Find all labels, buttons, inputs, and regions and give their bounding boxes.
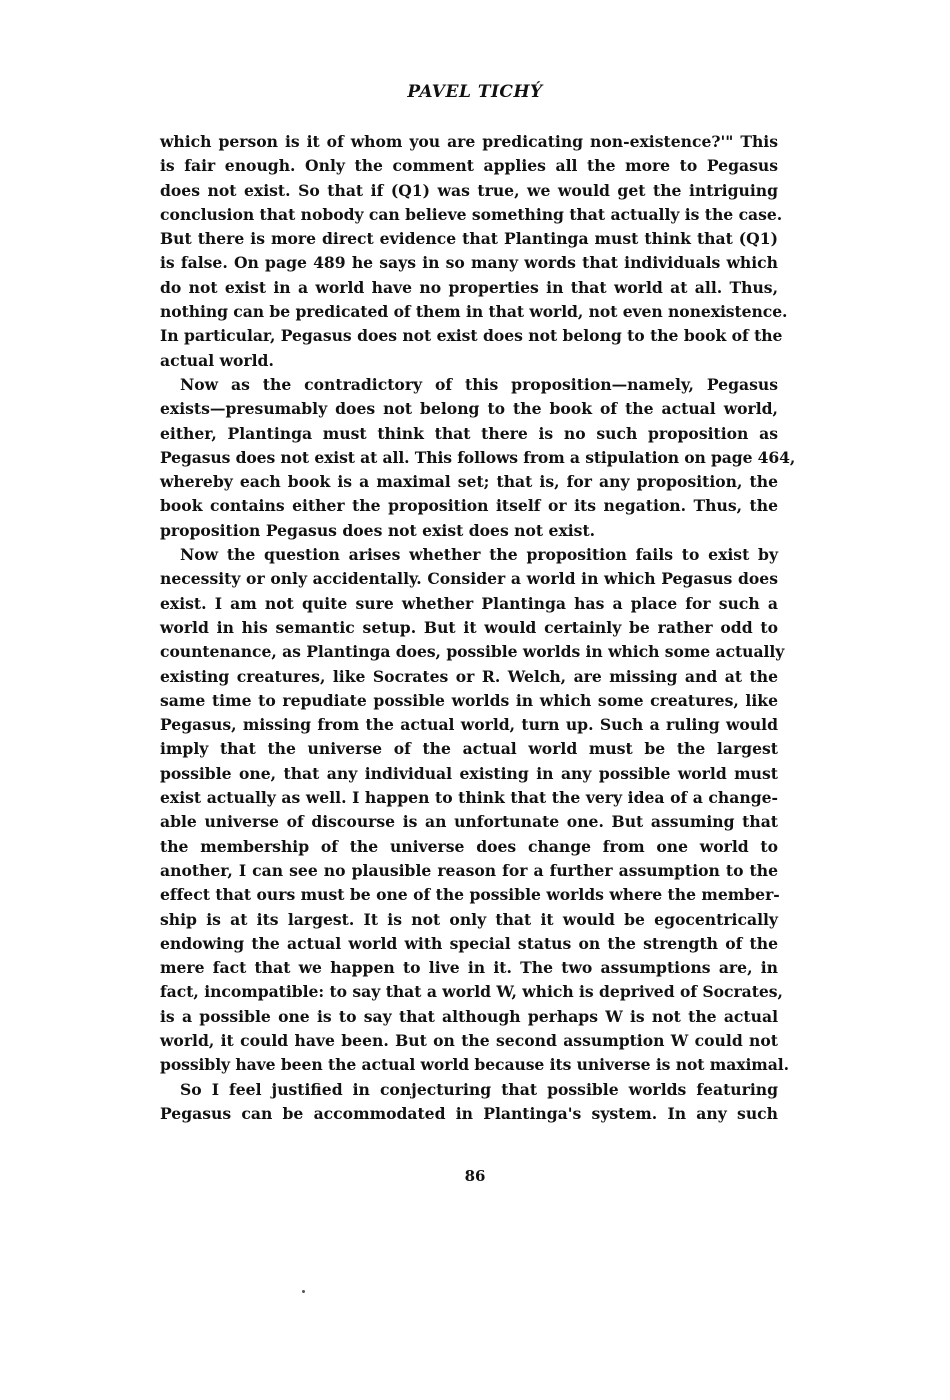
- body-text: [160, 130, 796, 1126]
- text-line: mere fact that we happen to live in it. The two assumptions are, in: [160, 958, 778, 978]
- text-line: possible one, that any individual existing in any possible world must: [160, 763, 778, 783]
- text-line: nothing can be predicated of them in that world, not even nonexistence.: [160, 302, 788, 322]
- text-line: exists—presumably does not belong to the book of the actual world,: [160, 399, 778, 419]
- text-line: same time to repudiate possible worlds in which some creatures, like: [160, 690, 778, 710]
- text-line: existing creatures, like Socrates or R. Welch, are missing and at the: [160, 666, 778, 686]
- text-line: conclusion that nobody can believe something that actually is the case.: [160, 204, 783, 224]
- running-head: PAVEL TICHÝ: [407, 82, 543, 102]
- text-line: necessity or only accidentally. Consider a world in which Pegasus does: [160, 569, 778, 589]
- text-line: So I feel justified in conjecturing that possible worlds featuring: [180, 1079, 778, 1099]
- text-line: effect that ours must be one of the possible worlds where the member-: [160, 885, 780, 905]
- text-line: Pegasus can be accommodated in Plantinga's system. In any such: [160, 1103, 778, 1123]
- text-line: able universe of discourse is an unfortunate one. But assuming that: [160, 812, 778, 832]
- paper-speck: [302, 1290, 305, 1293]
- text-line: ship is at its largest. It is not only that it would be egocentrically: [160, 909, 778, 929]
- text-line: exist actually as well. I happen to think that the very idea of a change-: [160, 788, 778, 808]
- text-line: Now the question arises whether the proposition fails to exist by: [180, 545, 778, 565]
- text-line: do not exist in a world have no properties in that world at all. Thus,: [160, 277, 778, 297]
- text-line: fact, incompatible: to say that a world W, which is deprived of Socrates,: [160, 982, 783, 1002]
- text-line: imply that the universe of the actual world must be the largest: [160, 739, 778, 759]
- text-line: In particular, Pegasus does not exist does not belong to the book of the: [160, 326, 783, 346]
- text-line: Pegasus does not exist at all. This follows from a stipulation on page 464,: [160, 447, 796, 467]
- text-line: proposition Pegasus does not exist does not exist.: [160, 520, 596, 540]
- text-line: world, it could have been. But on the second assumption W could not: [160, 1030, 778, 1050]
- text-line: endowing the actual world with special status on the strength of the: [160, 933, 778, 953]
- text-line: possibly have been the actual world because its universe is not maximal.: [160, 1055, 789, 1075]
- text-line: is fair enough. Only the comment applies all the more to Pegasus: [160, 156, 778, 176]
- text-line: which person is it of whom you are predicating non-existence?'" This: [160, 132, 778, 151]
- text-line: the membership of the universe does change from one world to: [160, 836, 778, 856]
- text-line: whereby each book is a maximal set; that is, for any proposition, the: [160, 472, 778, 492]
- text-line: world in his semantic setup. But it would certainly be rather odd to: [160, 617, 778, 637]
- text-line: Pegasus, missing from the actual world, turn up. Such a ruling would: [160, 715, 778, 735]
- text-line: exist. I am not quite sure whether Plantinga has a place for such a: [160, 593, 778, 613]
- text-line: But there is more direct evidence that Plantinga must think that (Q1): [160, 229, 778, 249]
- text-line: book contains either the proposition itself or its negation. Thus, the: [160, 496, 778, 516]
- text-line: countenance, as Plantinga does, possible worlds in which some actually: [160, 642, 785, 662]
- text-line: either, Plantinga must think that there is no such proposition as: [160, 423, 778, 443]
- text-line: is a possible one is to say that although perhaps W is not the actual: [160, 1006, 778, 1026]
- text-line: Now as the contradictory of this proposition—namely, Pegasus: [180, 374, 778, 394]
- text-line: actual world.: [160, 350, 274, 370]
- text-line: does not exist. So that if (Q1) was true, we would get the intriguing: [160, 180, 778, 200]
- text-line: another, I can see no plausible reason for a further assumption to the: [160, 860, 778, 880]
- text-line: is false. On page 489 he says in so many words that individuals which: [160, 253, 778, 273]
- page-number: 86: [464, 1167, 486, 1185]
